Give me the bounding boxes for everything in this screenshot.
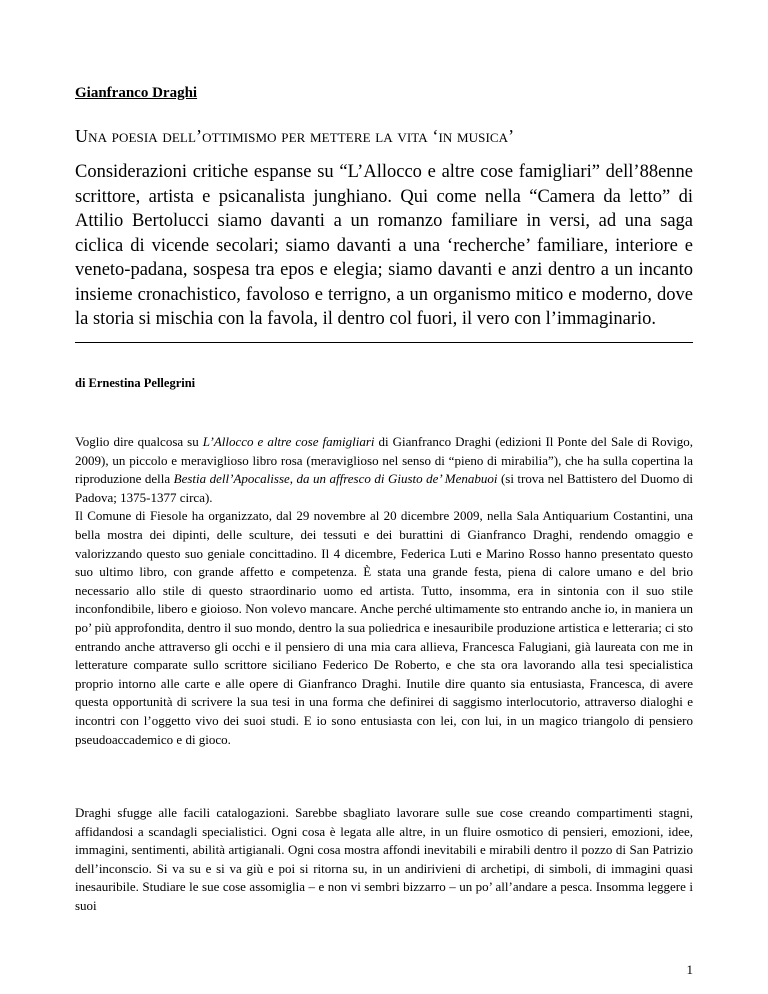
paragraph-1-text-b: di Gianfranco Draghi (edizioni Il Ponte del Sale di Rovigo, 2009), un piccolo e meraviglioso libro rosa (meraviglioso nel senso di “pieno di mirabilia”), che ha sulla copertina la riproduzione della [75,434,693,487]
paragraph-1-text-c: (si trova nel Battistero del Duomo di Padova; 1375-1377 circa). [75,471,693,505]
article-subtitle: Considerazioni critiche espanse su “L’Allocco e altre cose famigliari” dell’88enne scrittore, artista e psicanalista junghiano. Qui come nella “Camera da letto” di Attilio Bertolucci siamo davanti a un romanzo familiare in versi, ad una saga ciclica di vicende secolari; siamo davanti a una ‘recherche’ familiare, interiore e veneto-padana, sospesa tra epos e elegia; siamo davanti e anzi dentro a un incanto insieme cronachistico, favoloso e terrigno, a un organismo mitico e moderno, dove la storia si mischia con la favola, il dentro col fuori, il vero con l’immaginario. [75,162,693,329]
paragraph-1 [75,433,693,749]
artwork-title: Bestia dell’Apocalisse, da un affresco di Giusto de’ Menabuoi [173,471,498,487]
horizontal-rule [75,342,693,343]
article-title: Una poesia dell’ottimismo per mettere la vita ‘in musica’ [75,126,515,146]
byline: di Ernestina Pellegrini [75,376,196,390]
paragraph-1-text-d: Il Comune di Fiesole ha organizzato, dal 29 novembre al 20 dicembre 2009, nella Sala Antiquarium Costantini, una bella mostra dei dipinti, delle sculture, dei tessuti e dei burattini di Gianfranco Draghi, rendendo omaggio e valorizzando questo suo geniale concittadino. Il 4 dicembre, Federica Luti e Marino Rosso hanno presentato questo suo ultimo libro, con grande affetto e competenza. È stata una grande festa, piena di calore umano e del brio necessario allo stile di questo straordinario uomo ed artista. Tutto, insomma, era in sintonia con il suo stile inconfondibile, libero e gioioso. Non volevo mancare. Anche perché ultimamente sto entrando anche io, in maniera un po’ più approfondita, dentro il suo mondo, dentro la sua poliedrica e inesauribile produzione artistica e letteraria; ci sto entrando anche attraverso gli occhi e il pensiero di una mia cara allieva, Francesca Falugiani, già laureata con me in letterature comparate sullo scrittore siciliano Federico De Roberto, e che sta ora lavorando alla tesi specialistica proprio intorno alle carte e alle opere di Gianfranco Draghi. Inutile dire quanto sia entusiasta, Francesca, di avere questa opportunità di scrivere la sua tesi in una forma che definirei di saggismo interlocutorio, attraverso dialoghi e incontri con l’oggetto vivo dei suoi studi. E io sono entusiasta con lei, con lui, in un magico triangolo di pensiero pseudoaccademico e di gioco. [75,508,693,747]
paragraph-2: Draghi sfugge alle facili catalogazioni. Sarebbe sbagliato lavorare sulle sue cose creando compartimenti stagni, affidandosi a scandagli specialistici. Ogni cosa è legata alle altre, in un fluire osmotico di pensieri, emozioni, idee, immagini, sentimenti, abilità artigianali. Ogni cosa mostra affondi inevitabili e mirabili dentro il pozzo di San Patrizio dell’inconscio. Si va su e si va giù e poi si ritorna su, in un andirivieni di archetipi, di simboli, di immagini quasi inesauribile. Studiare le sue cose assomiglia – e non vi sembri bizzarro – un po’ all’andare a pesca. Insomma leggere i suoi [75,805,693,913]
book-title: L’Allocco e altre cose famigliari [202,434,375,449]
paragraph-1-text-a: Voglio dire qualcosa su [75,434,203,449]
page-number: 1 [686,962,693,977]
author-heading: Gianfranco Draghi [75,85,198,101]
